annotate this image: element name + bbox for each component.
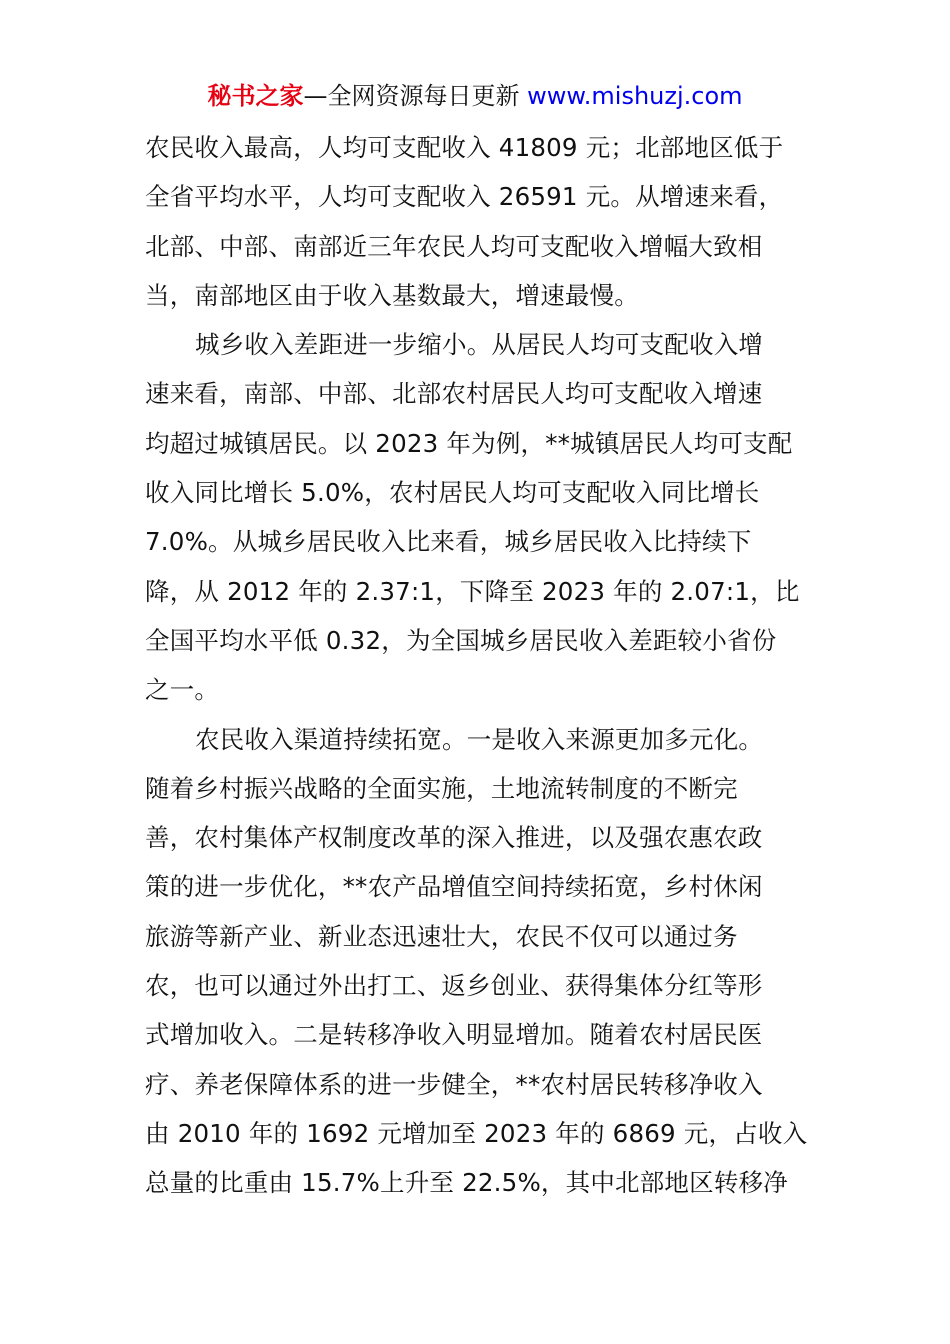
site-brand: 秘书之家 xyxy=(207,82,304,110)
text-line: 之一。 xyxy=(145,675,220,705)
text-line: 均超过城镇居民。以 2023 年为例，**城镇居民人均可支配 xyxy=(145,428,793,458)
site-tagline: —全网资源每日更新 xyxy=(303,82,528,110)
text-line: 策的进一步优化，**农产品增值空间持续拓宽，乡村休闲 xyxy=(145,872,763,902)
text-line: 疗、养老保障体系的进一步健全，**农村居民转移净收入 xyxy=(145,1069,763,1099)
text-line: 农，也可以通过外出打工、返乡创业、获得集体分红等形 xyxy=(145,971,763,1001)
document-body xyxy=(145,123,813,1208)
site-url-link[interactable]: www.mishuzj.com xyxy=(527,82,743,110)
site-header xyxy=(0,80,950,112)
text-line: 当，南部地区由于收入基数最大，增速最慢。 xyxy=(145,280,639,310)
text-line: 7.0%。从城乡居民收入比来看，城乡居民收入比持续下 xyxy=(145,527,752,557)
paragraph-income-channels xyxy=(145,715,813,1208)
text-line: 农民收入渠道持续拓宽。一是收入来源更加多元化。 xyxy=(195,724,764,754)
paragraph-urban-rural-gap xyxy=(145,320,813,714)
paragraph-income-regions xyxy=(145,123,813,320)
text-line: 由 2010 年的 1692 元增加至 2023 年的 6869 元，占收入 xyxy=(145,1118,808,1148)
text-line: 收入同比增长 5.0%，农村居民人均可支配收入同比增长 xyxy=(145,478,760,508)
text-line: 总量的比重由 15.7%上升至 22.5%，其中北部地区转移净 xyxy=(145,1168,788,1198)
text-line: 北部、中部、南部近三年农民人均可支配收入增幅大致相 xyxy=(145,231,763,261)
text-line: 式增加收入。二是转移净收入明显增加。随着农村居民医 xyxy=(145,1020,763,1050)
text-line: 善，农村集体产权制度改革的深入推进，以及强农惠农政 xyxy=(145,823,763,853)
text-line: 农民收入最高，人均可支配收入 41809 元；北部地区低于 xyxy=(145,133,784,162)
text-line: 旅游等新产业、新业态迅速壮大，农民不仅可以通过务 xyxy=(145,921,738,951)
text-line: 城乡收入差距进一步缩小。从居民人均可支配收入增 xyxy=(195,330,764,360)
text-line: 随着乡村振兴战略的全面实施，土地流转制度的不断完 xyxy=(145,773,738,803)
text-line: 速来看，南部、中部、北部农村居民人均可支配收入增速 xyxy=(145,379,763,409)
text-line: 降，从 2012 年的 2.37:1，下降至 2023 年的 2.07:1，比 xyxy=(145,576,800,606)
text-line: 全国平均水平低 0.32，为全国城乡居民收入差距较小省份 xyxy=(145,625,777,655)
text-line: 全省平均水平，人均可支配收入 26591 元。从增速来看， xyxy=(145,182,784,212)
